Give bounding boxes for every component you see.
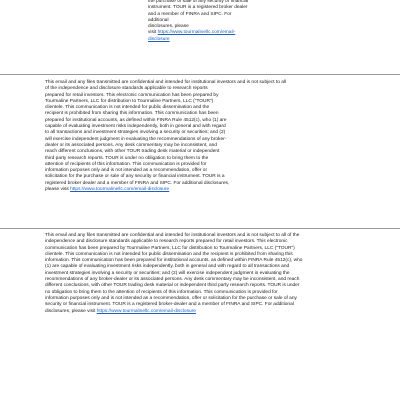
disclaimer-text: the purchase or sale of any security or financial instrument. TOUR is a registered broker dealer and a member of FINRA and SIPC. For additional disclosures, please visit [148,0,249,36]
disclaimer-text: This email and any files transmitted are confidential and intended for institutional investors and is not subject to all of the independence and disclosure standards applicable to research reports prepared for retail investors. This electronic communication has been prepared by Tourmaline Partners, LLC for distribution to Tourmaline Partners, LLC ("TOUR") clientele. This communication is not intended for public dissemination and the recipient is prohibited from sharing this information. This communication has been prepared for institutional accounts, as defined within FINRA Rule 4512(c), who (1) are capable of evaluating investment risks independently, both in general and with regard to all transactions and investment strategies involving a security or securities; and (2) will exercise independent judgment in evaluating the recommendations of any broker-dealer or its associated persons. Any desk commentary may be inconsistent, and reach different conclusions, with other TOUR trading desk material or independent third party research reports. TOUR is under no obligation to bring them to the attention of recipients of this information. This communication is provided for information purposes only and is not intended as a recommendation, offer or solicitation for the purchase or sale of any security or financial instrument. TOUR is a registered broker-dealer and a member of FINRA and SIPC. For additional disclosures, please visit [45,233,303,314]
disclaimer-block-bottom [45,233,339,315]
disclosure-link[interactable]: https://www.tourmalinellc.com/email-disclosure [70,187,170,193]
disclosure-link[interactable]: https://www.tourmalinellc.com/email-disclosure [96,308,196,314]
message-divider [0,228,400,229]
disclaimer-fragment-top [148,0,252,43]
disclosure-link[interactable]: https://www.tourmalinellc.com/email- disclosure [148,30,236,42]
disclaimer-block-middle [45,80,297,193]
message-divider [0,74,400,75]
disclaimer-text: This email and any files transmitted are confidential and intended for institutional investors and is not subject to all of the independence and disclosure standards applicable to research reports prepared for retail investors. This electronic communication has been prepared by Tourmaline Partners, LLC for distribution to Tourmaline Partners, LLC ("TOUR") clientele. This communication is not intended for public dissemination and the recipient is prohibited from sharing this information. This communication has been prepared for institutional accounts, as defined within FINRA Rule 4512(c), who (1) are capable of evaluating investment risks independently, both in general and with regard to all transactions and investment strategies involving a security or securities; and (2) will exercise independent judgment in evaluating the recommendations of any broker- dealer or its associated persons. Any desk commentary may be inconsistent, and reach different conclusions, with other TOUR trading desk material or independent third party research reports. TOUR is under no obligation to bring them to the attention of recipients of this information. This communication is provided for information purposes only and is not intended as a recommendation, offer or solicitation for the purchase or sale of any security or financial instrument. TOUR is a registered broker dealer and a member of FINRA and SIPC. For additional disclosures, please visit [45,80,287,193]
